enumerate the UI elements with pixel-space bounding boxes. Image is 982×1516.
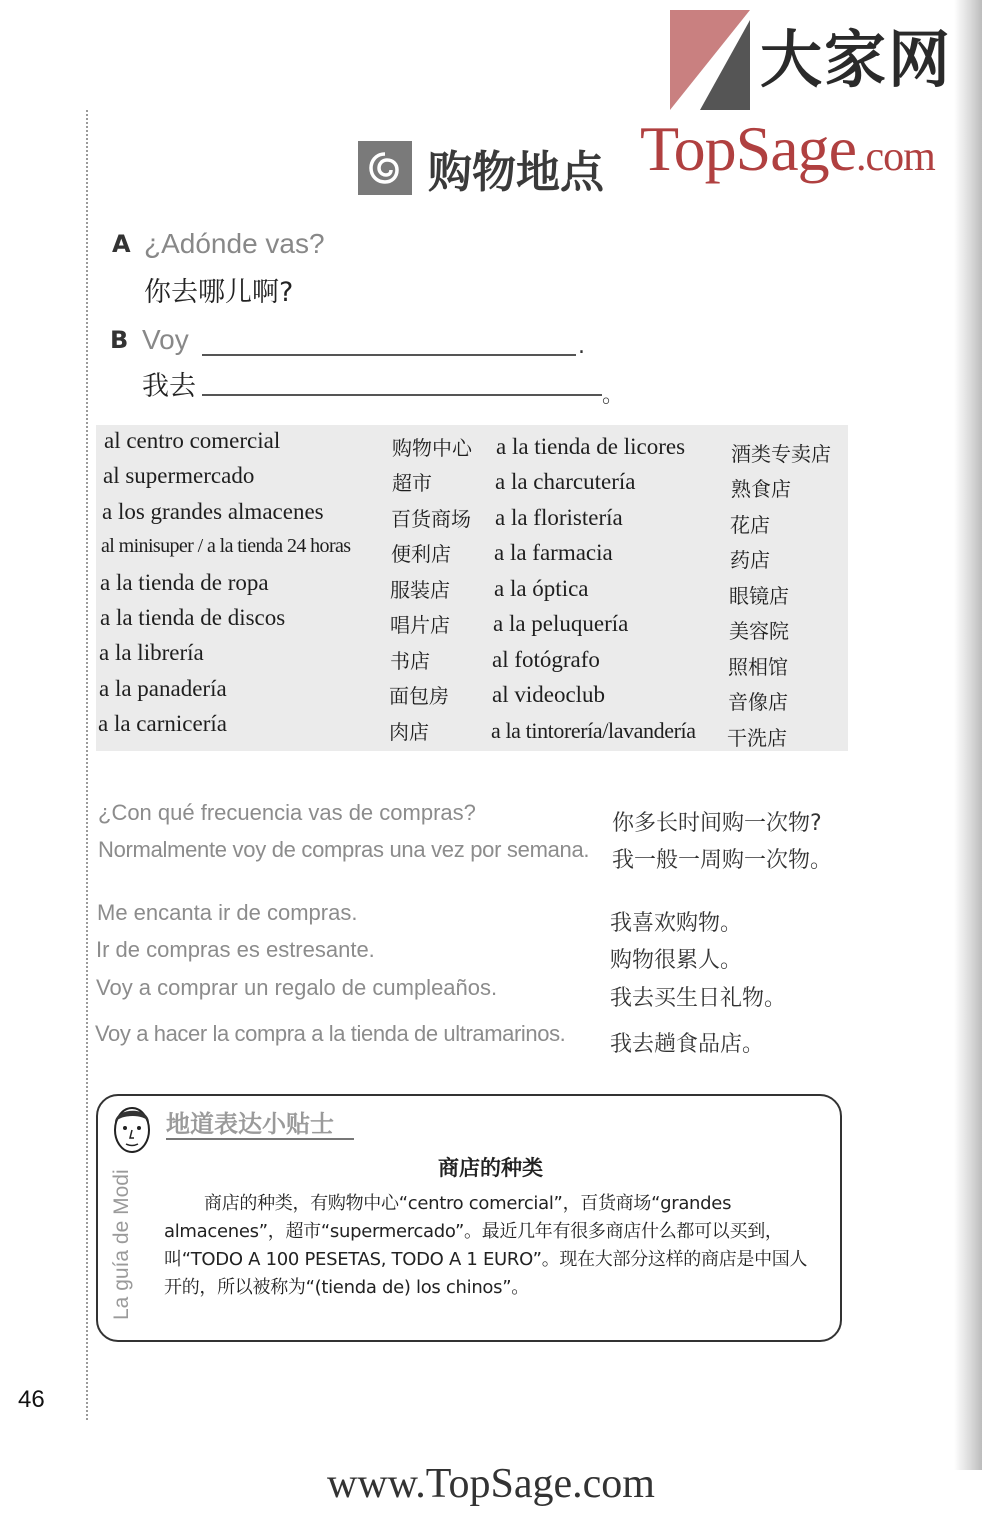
blank-full-stop: 。: [602, 383, 625, 408]
logo-chinese-text: 大家网: [760, 23, 953, 96]
phrase-chinese: 我喜欢购物。: [610, 911, 743, 936]
vocab-cn: 面包房: [389, 684, 449, 708]
vocab-es: a los grandes almacenes: [102, 499, 324, 524]
speaker-b-spanish: Voy: [142, 324, 189, 355]
vocab-es: al fotógrafo: [492, 647, 600, 672]
tip-body: [164, 1190, 824, 1302]
vocab-cn: 服装店: [390, 578, 450, 602]
vocab-es: a la charcutería: [495, 469, 636, 494]
vocab-cn: 肉店: [389, 720, 429, 744]
tip-header-underline: [166, 1138, 354, 1140]
modi-avatar-icon: [104, 1100, 160, 1164]
vocab-es: al centro comercial: [104, 428, 281, 453]
phrase-chinese: 我一般一周购一次物。: [612, 848, 833, 873]
vocab-es: a la floristería: [495, 505, 623, 530]
tip-header: 地道表达小贴士: [166, 1109, 334, 1138]
logo-english-text: TopSage.com: [640, 113, 935, 184]
vocab-cn: 美容院: [729, 619, 789, 643]
speaker-b-label: B: [110, 326, 129, 354]
vocab-cn: 酒类专卖店: [731, 442, 831, 466]
speaker-a-spanish: ¿Adónde vas?: [144, 228, 325, 259]
phrase-chinese: 购物很累人。: [610, 948, 743, 973]
page-edge-shadow: [954, 0, 982, 1470]
vocab-es: a la tienda de licores: [496, 434, 686, 459]
margin-dotted-rule: [86, 110, 88, 1420]
vocab-es: a la tintorería/lavandería: [491, 718, 696, 743]
tip-title: 商店的种类: [438, 1156, 543, 1180]
vocab-cn: 花店: [730, 513, 770, 537]
vocab-cn: 购物中心: [392, 436, 472, 460]
vocab-cn: 书店: [390, 649, 430, 673]
vocab-es: al minisuper / a la tienda 24 horas: [101, 535, 351, 557]
speaker-a-chinese: 你去哪儿啊?: [144, 277, 294, 308]
speaker-b-chinese: 我去: [142, 371, 196, 402]
speaker-a-label: A: [112, 230, 131, 258]
page-title: 购物地点: [428, 147, 604, 198]
vocab-es: a la tienda de ropa: [100, 570, 269, 595]
phrase-spanish: Voy a hacer la compra a la tienda de ultramarinos.: [95, 1021, 566, 1046]
phrase-spanish: Me encanta ir de compras.: [97, 900, 358, 925]
vocab-es: a la carnicería: [98, 711, 227, 736]
vocab-es: al videoclub: [492, 682, 606, 707]
phrase-spanish: Voy a comprar un regalo de cumpleaños.: [96, 975, 498, 1000]
tip-side-label: La guía de Modi: [110, 1169, 133, 1320]
vocab-es: a la peluquería: [493, 611, 629, 636]
vocab-cn: 眼镜店: [729, 584, 789, 608]
vocab-cn: 药店: [730, 548, 770, 572]
tip-paragraph: 商店的种类，有购物中心“centro comercial”，百货商场“grandes almacenes”，超市“supermercado”。最近几年有很多商店什么都可以买到，叫“TODO A 100 PESETAS, TODO A 1 EURO”。现在大部分这样的商店是中国人开的，所以被称为“(tienda de) los chinos”。: [164, 1193, 808, 1298]
vocab-es: al supermercado: [103, 463, 255, 488]
section-heading: [358, 140, 604, 196]
phrase-spanish: Normalmente voy de compras una vez por semana.: [98, 837, 590, 862]
vocab-cn: 便利店: [391, 542, 451, 566]
vocab-es: a la farmacia: [494, 540, 613, 565]
vocab-es: a la óptica: [494, 576, 589, 601]
phrase-chinese: 我去买生日礼物。: [610, 986, 787, 1011]
vocab-cn: 照相馆: [728, 655, 788, 679]
vocab-cn: 百货商场: [391, 507, 471, 531]
phrase-chinese: 你多长时间购一次物?: [612, 811, 822, 836]
vocab-es: a la tienda de discos: [100, 605, 286, 630]
vocab-es: a la panadería: [99, 676, 227, 701]
vocab-es: a la librería: [99, 640, 204, 665]
phrase-chinese: 我去趟食品店。: [610, 1032, 765, 1057]
answer-blank-spanish: [202, 354, 576, 356]
swirl-icon: [358, 141, 412, 195]
vocab-cn: 超市: [392, 471, 432, 495]
footer-url: www.TopSage.com: [327, 1461, 655, 1507]
vocab-cn: 唱片店: [390, 613, 450, 637]
vocab-cn: 音像店: [728, 690, 788, 714]
vocab-cn: 熟食店: [731, 477, 791, 501]
page-number: 46: [18, 1386, 45, 1413]
vocab-cn: 干洗店: [727, 726, 787, 750]
phrase-spanish: Ir de compras es estresante.: [96, 937, 375, 962]
blank-period: .: [578, 334, 585, 359]
answer-blank-chinese: [202, 394, 602, 396]
phrase-spanish: ¿Con qué frecuencia vas de compras?: [98, 800, 476, 825]
